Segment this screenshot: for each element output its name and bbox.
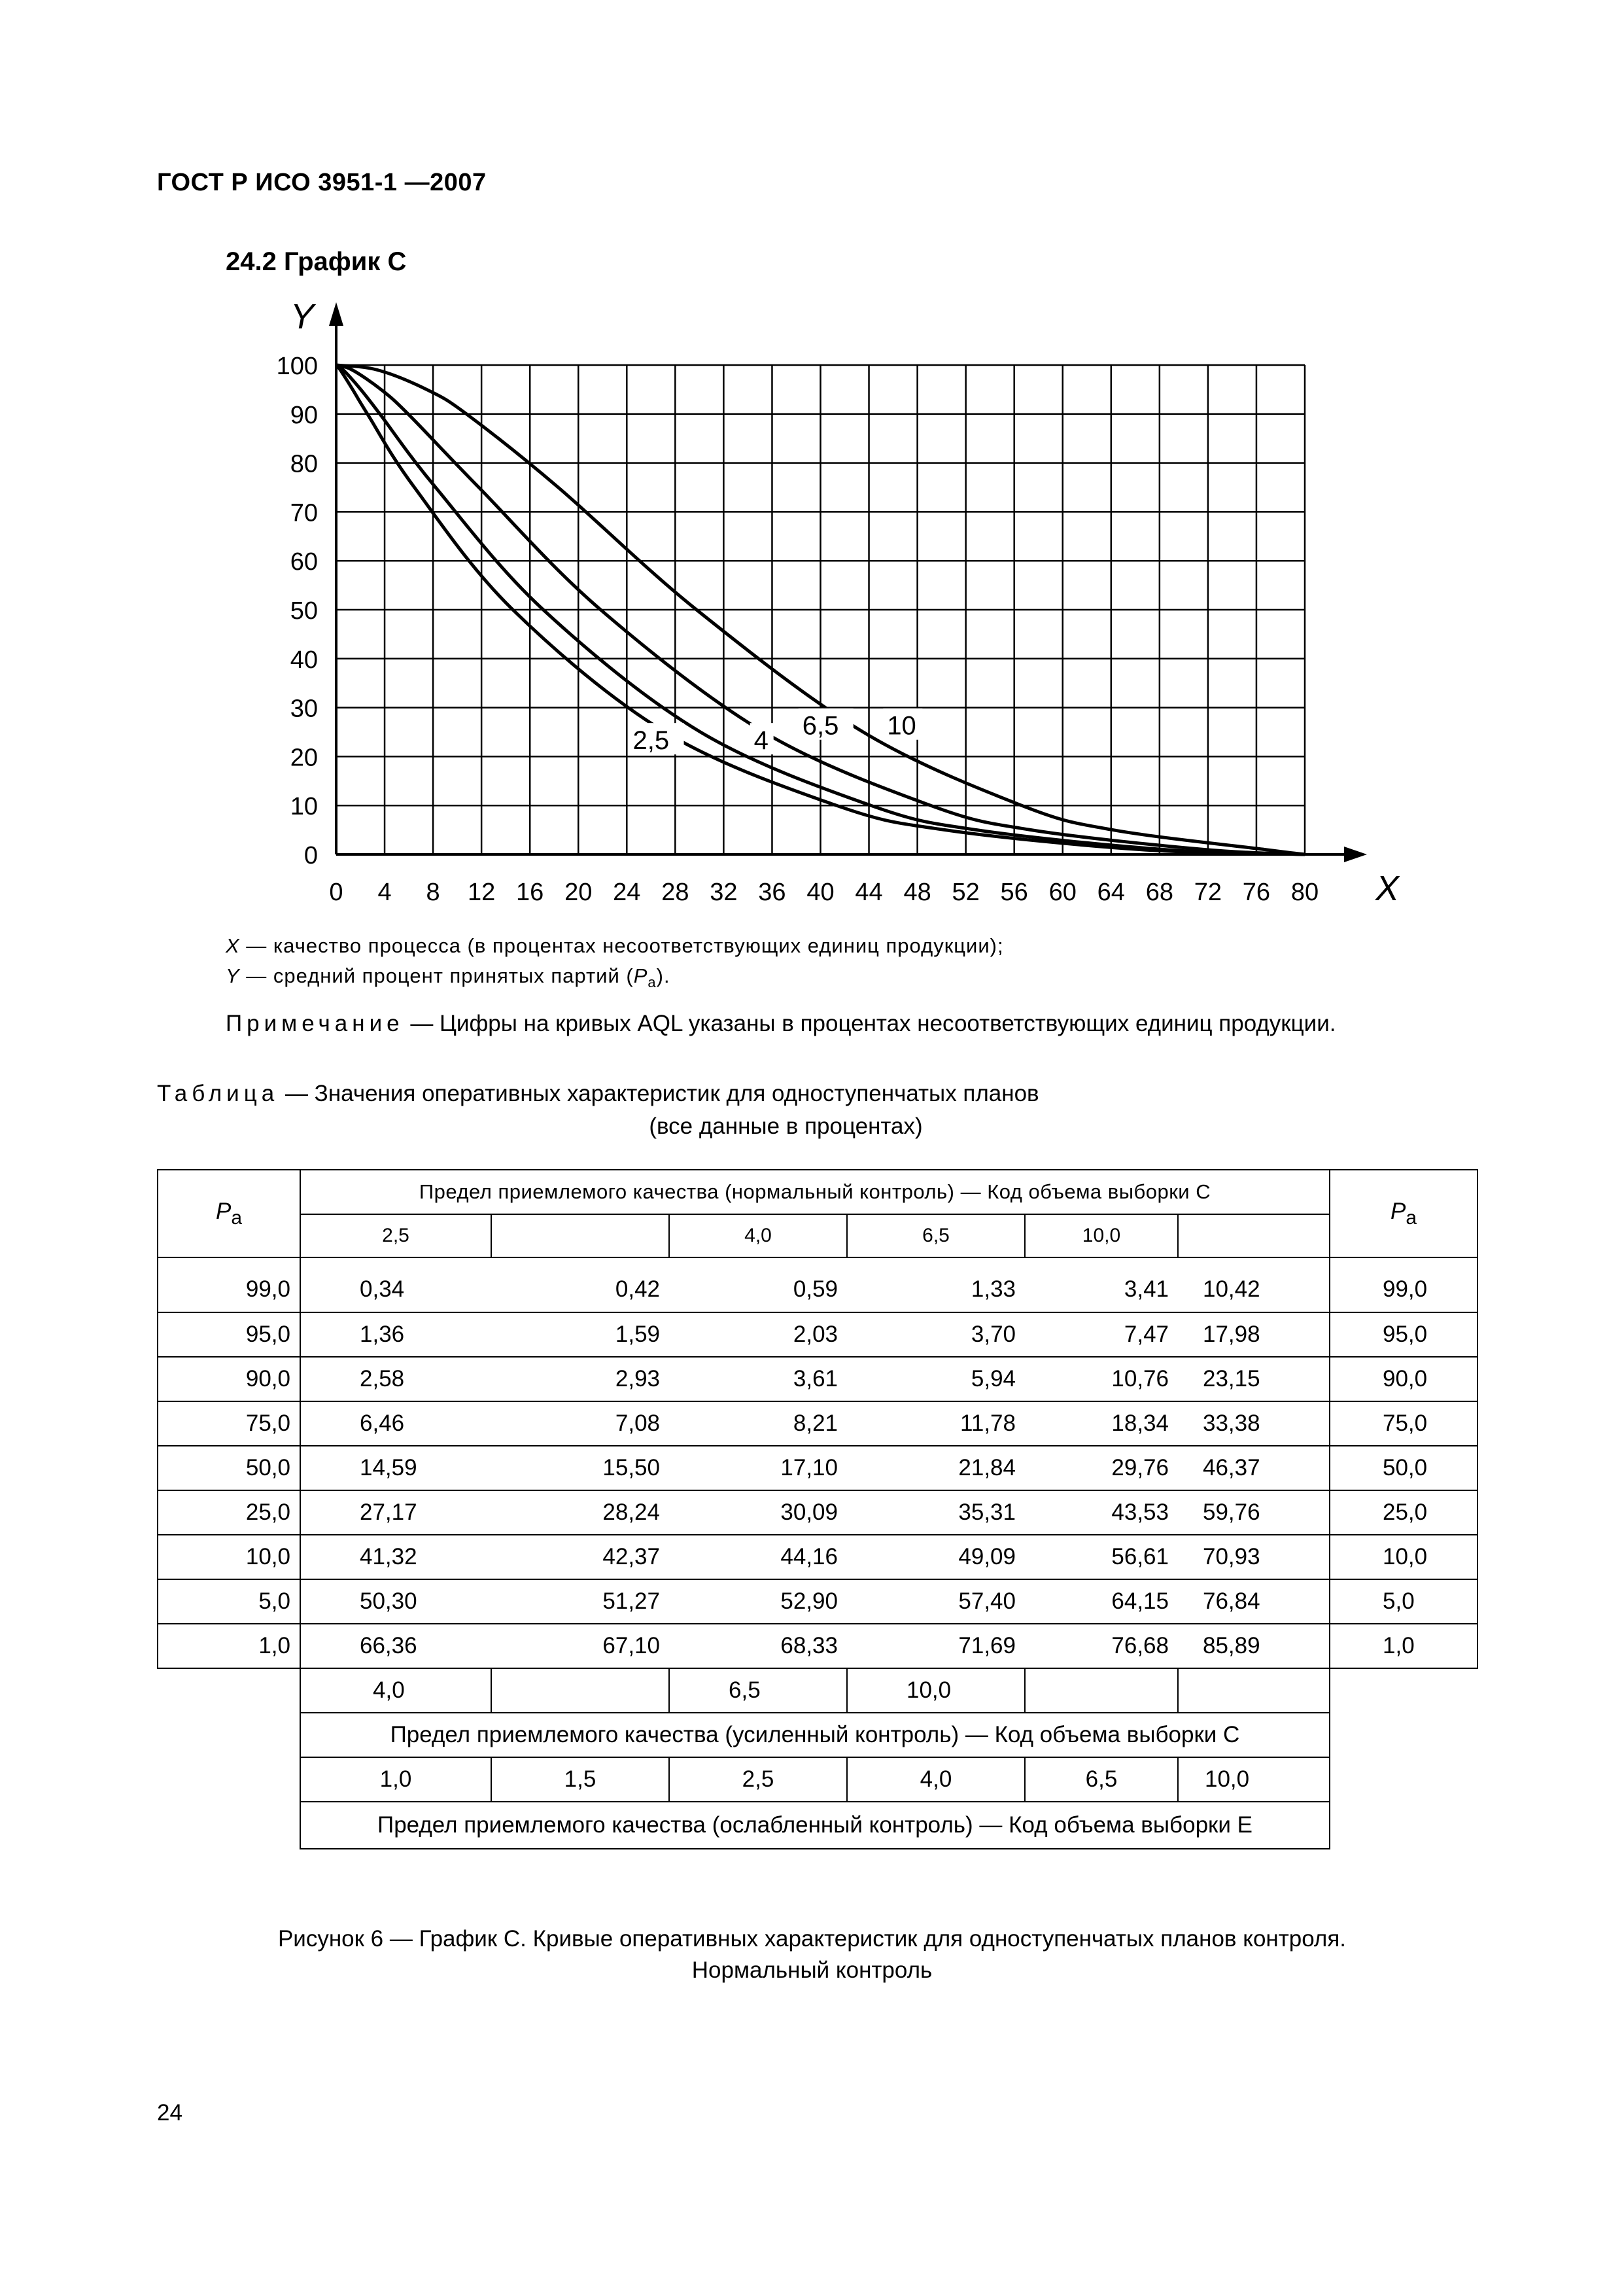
table-cell: 57,40 [847, 1579, 1025, 1624]
table-cell: 50,0 [1330, 1446, 1477, 1490]
table-cell: 71,69 [847, 1624, 1025, 1668]
reduced-aql-cell: 2,5 [669, 1757, 847, 1802]
table-cell: 25,0 [1330, 1490, 1477, 1535]
table-cell: 2,93 [491, 1357, 669, 1401]
table-caption-line2: (все данные в процентах) [649, 1113, 923, 1139]
reduced-aql-cell: 4,0 [847, 1757, 1025, 1802]
table-cell: 3,61 [669, 1357, 847, 1401]
table-cell: 14,59 [300, 1446, 491, 1490]
spacer-cell [1330, 1668, 1477, 1713]
table-cell: 0,59 [669, 1257, 847, 1312]
table-cell: 66,36 [300, 1624, 491, 1668]
table-cell: 42,37 [491, 1535, 669, 1579]
table-cell: 10,42 [1178, 1257, 1330, 1312]
note-label: Примечание [226, 1011, 404, 1036]
spacer-cell [158, 1757, 300, 1802]
curve-label: 2,5 [632, 726, 670, 756]
table-cell: 99,0 [158, 1257, 300, 1312]
legend-y-text: — средний процент принятых партий ( [239, 964, 634, 987]
table-row [158, 1535, 1477, 1579]
x-tick-label: 52 [952, 879, 980, 906]
table-cell: 1,36 [300, 1312, 491, 1357]
table-cell: 64,15 [1025, 1579, 1178, 1624]
table-cell: 18,34 [1025, 1401, 1178, 1446]
x-tick-label: 44 [855, 879, 883, 906]
oc-chart [249, 294, 1400, 916]
table-caption-label: Таблица [157, 1081, 279, 1106]
table-cell: 7,47 [1025, 1312, 1178, 1357]
chart-grid [336, 365, 1305, 854]
y-tick-label: 10 [290, 793, 318, 821]
y-tick-label: 90 [290, 401, 318, 429]
y-tick-label: 80 [290, 450, 318, 478]
y-tick-label: 0 [303, 842, 318, 869]
table-cell: 95,0 [1330, 1312, 1477, 1357]
table-cell: 76,84 [1178, 1579, 1330, 1624]
table-caption-text: — Значения оперативных характеристик для одноступенчатых планов [279, 1081, 1039, 1106]
table-cell: 29,76 [1025, 1446, 1178, 1490]
x-tick-label: 72 [1194, 879, 1222, 906]
y-tick-label: 40 [290, 646, 318, 674]
tightened-aql-cell [1025, 1668, 1178, 1713]
table-cell: 28,24 [491, 1490, 669, 1535]
table-cell: 90,0 [1330, 1357, 1477, 1401]
table-cell: 0,34 [300, 1257, 491, 1312]
table-cell: 1,0 [1330, 1624, 1477, 1668]
y-tick-label: 70 [290, 499, 318, 527]
oc-table [157, 1169, 1478, 1849]
section-title: 24.2 График С [226, 247, 407, 276]
table-cell: 35,31 [847, 1490, 1025, 1535]
chart-axes [290, 297, 1400, 908]
table-row [158, 1401, 1477, 1446]
table-cell: 10,0 [1330, 1535, 1477, 1579]
table-cell: 2,58 [300, 1357, 491, 1401]
legend-x-text: — качество процесса (в процентах несоответствующих единиц продукции); [239, 934, 1004, 957]
curve-label: 10 [887, 711, 916, 741]
tightened-aql-cell: 6,5 [669, 1668, 847, 1713]
x-tick-label: 56 [1000, 879, 1028, 906]
legend-x-symbol: X [226, 934, 240, 957]
curve-label: 6,5 [802, 711, 839, 741]
reduced-aql-cell: 6,5 [1025, 1757, 1178, 1802]
normal-aql-cell: 10,0 [1025, 1214, 1178, 1257]
normal-aql-cell: 2,5 [300, 1214, 491, 1257]
x-tick-label: 16 [516, 879, 544, 906]
table-cell: 70,93 [1178, 1535, 1330, 1579]
table-cell: 59,76 [1178, 1490, 1330, 1535]
table-cell: 1,59 [491, 1312, 669, 1357]
table-cell: 75,0 [158, 1401, 300, 1446]
table-cell: 68,33 [669, 1624, 847, 1668]
table-cell: 50,0 [158, 1446, 300, 1490]
table-cell: 5,0 [1330, 1579, 1477, 1624]
table-cell: 8,21 [669, 1401, 847, 1446]
y-tick-label: 50 [290, 597, 318, 625]
table-row [158, 1257, 1477, 1312]
x-tick-label: 76 [1242, 879, 1271, 906]
figure-caption-line1: Рисунок 6 — График С. Кривые оперативных характеристик для одноступенчатых планов контроля. [277, 1926, 1347, 1952]
reduced-aql-cell: 1,5 [491, 1757, 669, 1802]
normal-aql-cell [491, 1214, 669, 1257]
table-row [158, 1490, 1477, 1535]
x-tick-labels [329, 879, 1319, 906]
x-tick-label: 8 [426, 879, 440, 906]
x-tick-label: 36 [758, 879, 786, 906]
figure-caption-line2: Нормальный контроль [691, 1957, 933, 1983]
normal-header: Предел приемлемого качества (нормальный контроль) — Код объема выборки С [300, 1170, 1330, 1214]
x-tick-label: 64 [1097, 879, 1125, 906]
x-tick-label: 12 [468, 879, 496, 906]
x-tick-label: 28 [661, 879, 689, 906]
table-cell: 2,03 [669, 1312, 847, 1357]
legend-y-symbol: Y [226, 964, 240, 987]
table-cell: 41,32 [300, 1535, 491, 1579]
y-tick-label: 100 [276, 353, 318, 380]
document-header: ГОСТ Р ИСО 3951-1 —2007 [157, 169, 487, 196]
table-cell: 30,09 [669, 1490, 847, 1535]
x-tick-label: 80 [1290, 879, 1319, 906]
table-row [158, 1357, 1477, 1401]
reduced-aql-cell: 10,0 [1178, 1757, 1330, 1802]
table-cell: 10,76 [1025, 1357, 1178, 1401]
x-tick-label: 24 [613, 879, 641, 906]
table-row [158, 1446, 1477, 1490]
table-cell: 11,78 [847, 1401, 1025, 1446]
reduced-aql-cell: 1,0 [300, 1757, 491, 1802]
table-cell: 3,41 [1025, 1257, 1178, 1312]
table-cell: 10,0 [158, 1535, 300, 1579]
table-cell: 7,08 [491, 1401, 669, 1446]
normal-aql-cell: 4,0 [669, 1214, 847, 1257]
x-tick-label: 48 [903, 879, 931, 906]
table-cell: 50,30 [300, 1579, 491, 1624]
tightened-aql-cell: 4,0 [300, 1668, 491, 1713]
table-cell: 3,70 [847, 1312, 1025, 1357]
x-tick-label: 4 [377, 879, 392, 906]
table-cell: 17,10 [669, 1446, 847, 1490]
table-row [158, 1579, 1477, 1624]
legend-y-pa-sub: a [648, 974, 657, 991]
spacer-cell [1330, 1757, 1477, 1802]
table-cell: 44,16 [669, 1535, 847, 1579]
table-row [158, 1624, 1477, 1668]
table-cell: 6,46 [300, 1401, 491, 1446]
table-cell: 52,90 [669, 1579, 847, 1624]
y-tick-label: 60 [290, 548, 318, 576]
x-tick-label: 60 [1048, 879, 1077, 906]
table-cell: 5,0 [158, 1579, 300, 1624]
curve-label: 4 [753, 726, 769, 756]
x-tick-label: 0 [329, 879, 343, 906]
x-tick-label: 20 [564, 879, 593, 906]
x-axis-label: X [1375, 869, 1400, 908]
tightened-header: Предел приемлемого качества (усиленный контроль) — Код объема выборки С [300, 1713, 1330, 1757]
tightened-aql-cell [491, 1668, 669, 1713]
x-tick-label: 40 [806, 879, 835, 906]
table-cell: 1,0 [158, 1624, 300, 1668]
table-cell: 75,0 [1330, 1401, 1477, 1446]
table-cell: 46,37 [1178, 1446, 1330, 1490]
note [226, 1011, 1336, 1037]
table-cell: 56,61 [1025, 1535, 1178, 1579]
table-cell: 76,68 [1025, 1624, 1178, 1668]
x-axis-arrow [1344, 847, 1367, 862]
page-number: 24 [157, 2100, 182, 2126]
table-caption [157, 1081, 1039, 1107]
table-cell: 5,94 [847, 1357, 1025, 1401]
figure-caption [0, 1923, 1624, 1986]
legend-x [226, 934, 1004, 958]
y-axis-arrow [329, 302, 343, 326]
note-text: — Цифры на кривых AQL указаны в процентах несоответствующих единиц продукции. [404, 1011, 1336, 1036]
table-cell: 99,0 [1330, 1257, 1477, 1312]
table-cell: 49,09 [847, 1535, 1025, 1579]
table-cell: 85,89 [1178, 1624, 1330, 1668]
y-tick-labels [277, 353, 318, 869]
pa-header-left: $P_a$ [158, 1170, 300, 1257]
table-cell: 1,33 [847, 1257, 1025, 1312]
x-tick-label: 68 [1145, 879, 1173, 906]
table-cell: 51,27 [491, 1579, 669, 1624]
x-tick-label: 32 [710, 879, 738, 906]
spacer-cell [158, 1668, 300, 1713]
y-axis-label: Y [290, 297, 315, 336]
table-cell: 67,10 [491, 1624, 669, 1668]
table-row [158, 1312, 1477, 1357]
normal-aql-cell: 6,5 [847, 1214, 1025, 1257]
y-tick-label: 20 [290, 744, 318, 772]
normal-aql-cell [1178, 1214, 1330, 1257]
legend-y-text-post: ). [656, 964, 670, 987]
legend-y-pa: P [633, 964, 648, 987]
table-cell: 95,0 [158, 1312, 300, 1357]
table-cell: 15,50 [491, 1446, 669, 1490]
table-cell: 43,53 [1025, 1490, 1178, 1535]
y-tick-label: 30 [290, 695, 318, 723]
table-cell: 17,98 [1178, 1312, 1330, 1357]
table-cell: 33,38 [1178, 1401, 1330, 1446]
table-cell: 90,0 [158, 1357, 300, 1401]
table-cell: 0,42 [491, 1257, 669, 1312]
reduced-header: Предел приемлемого качества (ослабленный контроль) — Код объема выборки Е [300, 1802, 1330, 1849]
table-cell: 25,0 [158, 1490, 300, 1535]
table-cell: 27,17 [300, 1490, 491, 1535]
legend-y [226, 964, 670, 991]
tightened-aql-cell: 10,0 [847, 1668, 1025, 1713]
table-cell: 23,15 [1178, 1357, 1330, 1401]
pa-header-right: $P_a$ [1330, 1170, 1477, 1257]
tightened-aql-cell [1178, 1668, 1330, 1713]
table-cell: 21,84 [847, 1446, 1025, 1490]
